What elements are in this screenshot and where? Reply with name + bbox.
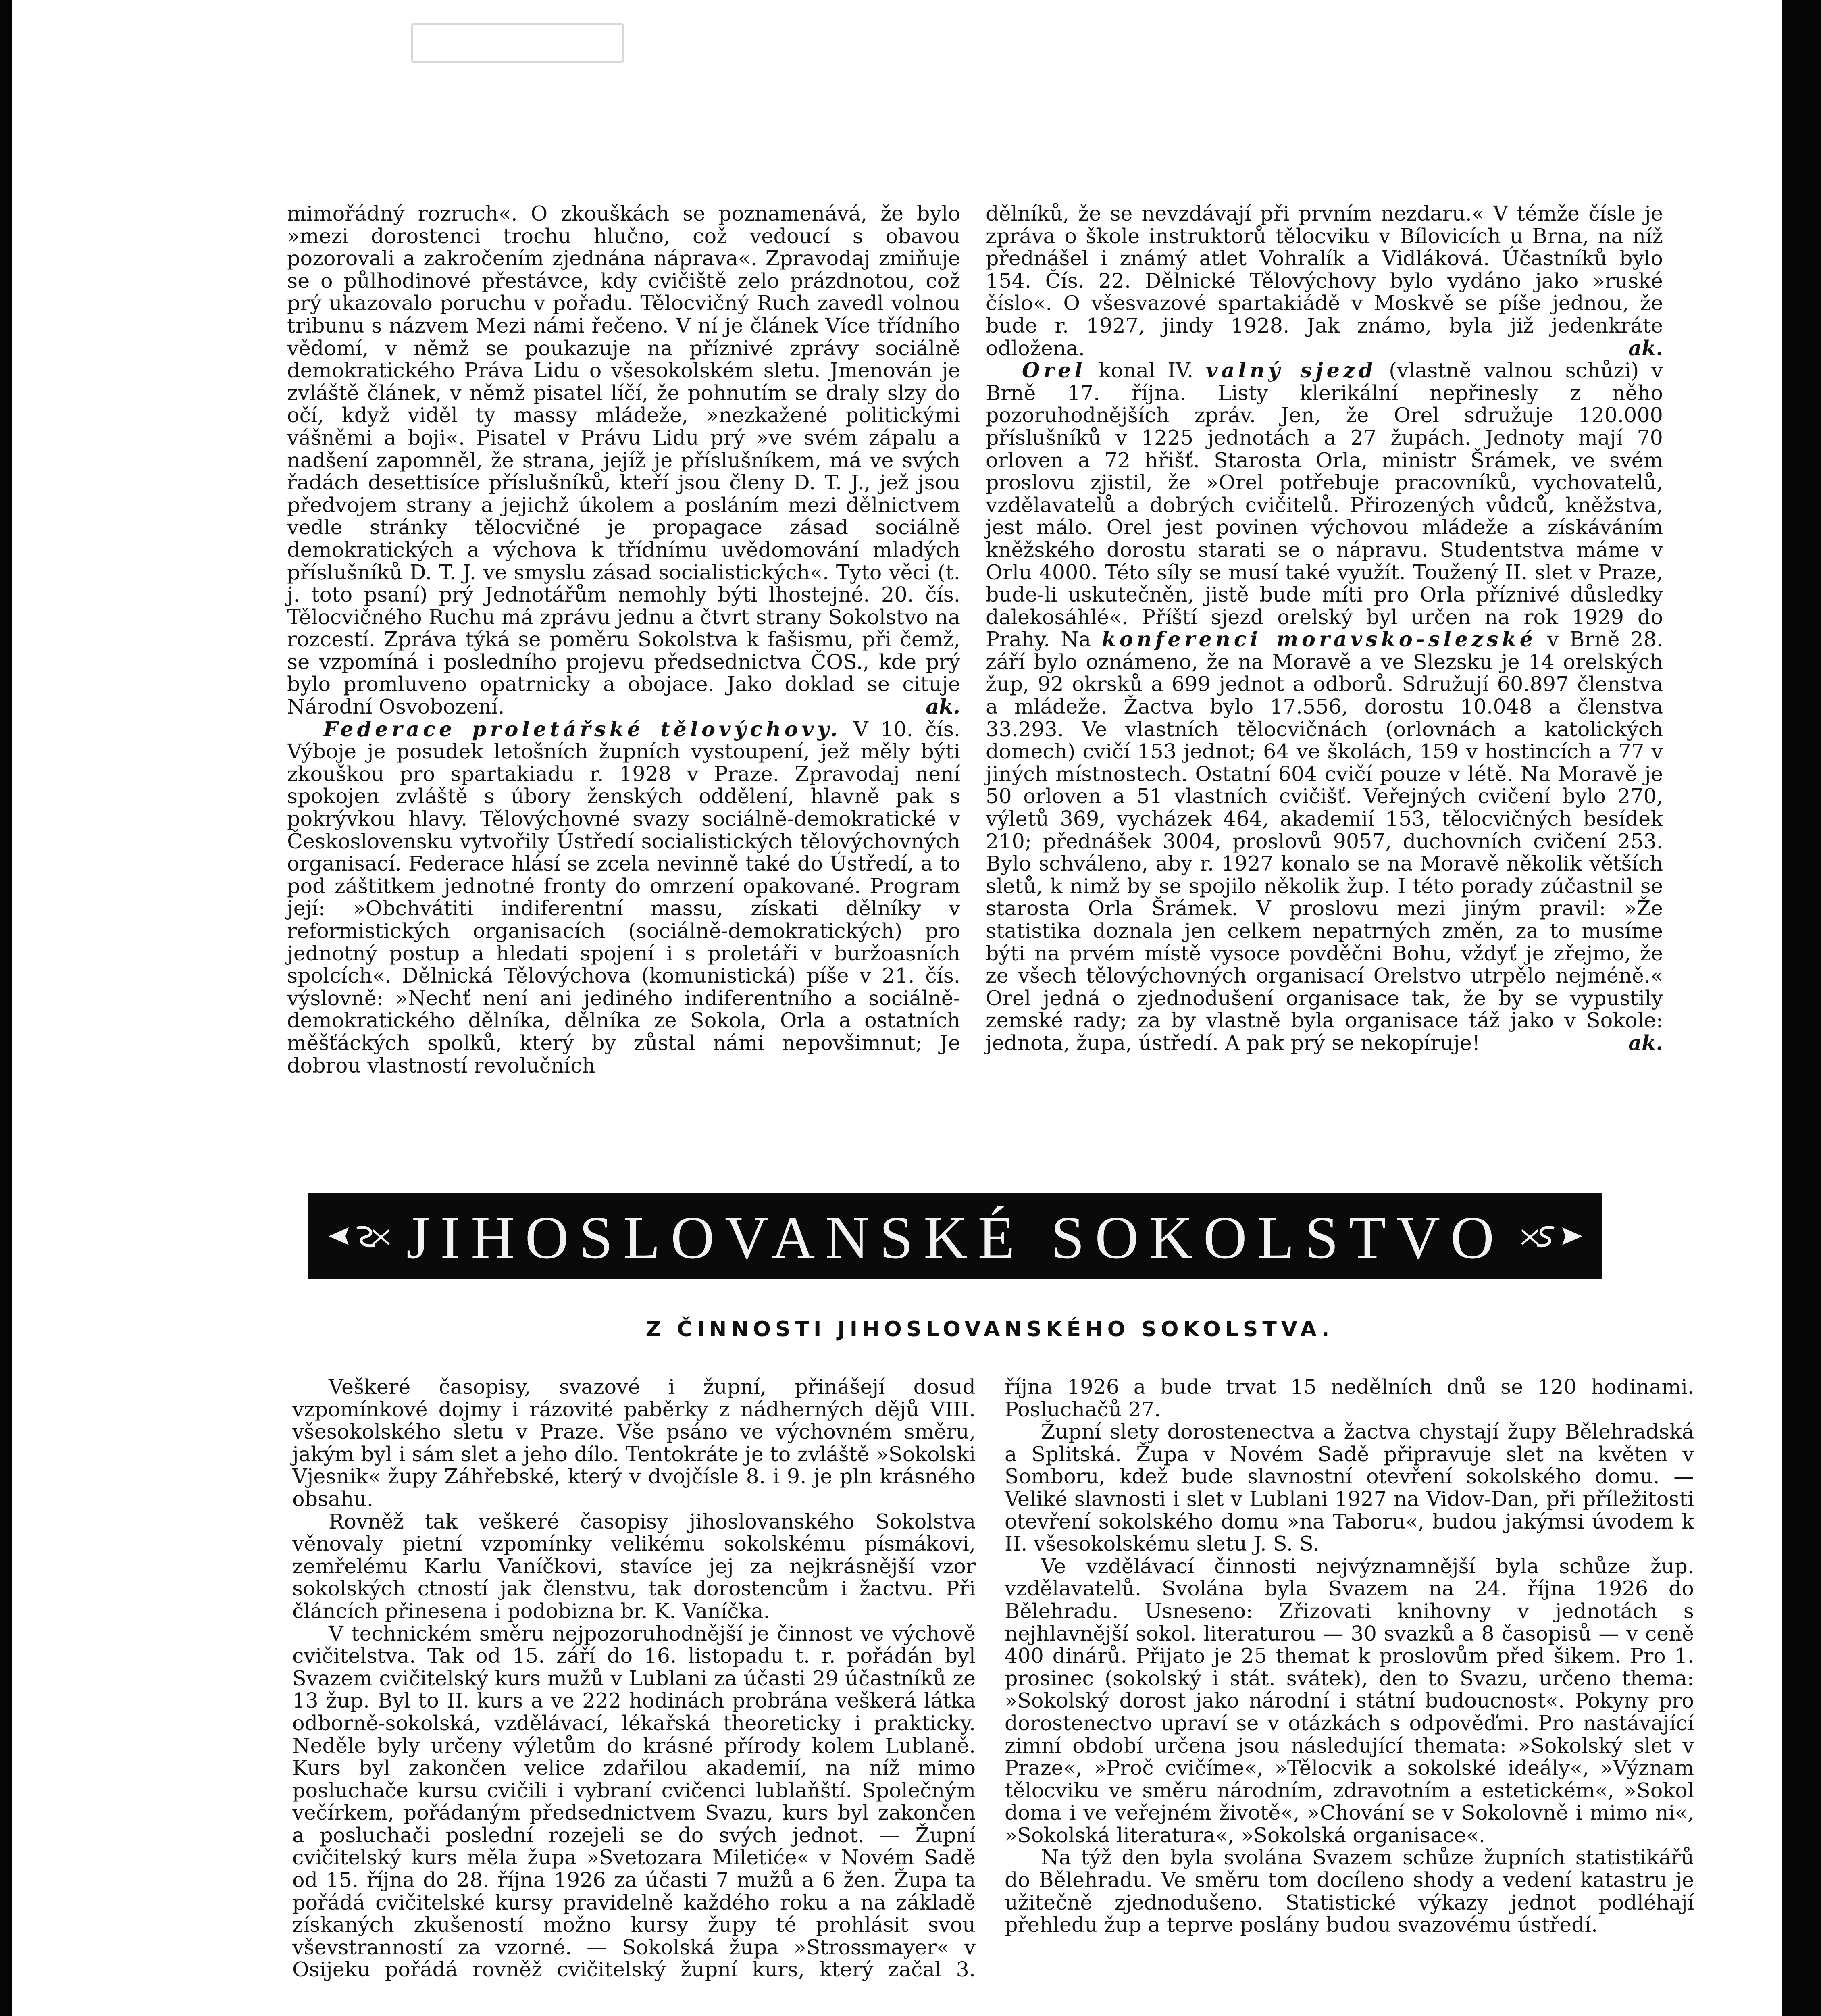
section-lead: konferenci moravsko-slezské [1101, 627, 1537, 652]
column-top-left [287, 202, 960, 1077]
author-signature: ak. [926, 694, 960, 719]
paragraph: mimořádný rozruch«. O zkouškách se poznamenává, že bylo »mezi dorostenci trochu hlučno, což vedoucí s obavou pozorovali a zakročením zjednána náprava«. Zpravodaj zmiňuje se o půlhodinové přestávce, kdy cvičiště zelo prázdnotou, což prý ukazovalo poruchu v pořadu. Tělocvičný Ruch zavedl volnou tribunu s názvem Mezi námi řečeno. V ní je článek Více třídního vědomí, v němž se poukazuje na příznivé zprávy sociálně demokratického Práva Lidu o všesokolském sletu. Jmenován je zvláště článek, v němž pisatel líčí, že pohnutím se draly slzy do očí, když viděl ty massy mládeže, »nezkažené politickými vášněmi a boji«. Pisatel v Právu Lidu prý »ve svém zápalu a nadšení zapomněl, že strana, jejíž je příslušníkem, má ve svých řadách desettisíce příslušníků, kteří jsou členy D. T. J., jež jsou předvojem strany a jejichž úkolem a posláním mezi dělnictvem vedle stránky tělocvičné je propagace zásad sociálně demokratických a výchova k třídnímu uvědomování mladých příslušníků D. T. J. ve smyslu zásad socialistických«. Tyto věci (t. j. toto psaní) prý Jednotářům nemohly býti lhostejné. 20. čís. Tělocvičného Ruchu má zprávu jednu a čtvrt strany Sokolstvo na rozcestí. Zpráva týká se poměru Sokolstva k fašismu, při čemž, se vzpomíná i posledního projevu předsednictva ČOS., kde prý bylo promluveno opatrnicky a obojace. Jako doklad se cituje Národní Osvobození. ak. [287, 202, 960, 719]
magazine-page [12, 0, 1782, 2016]
column-bottom-left [292, 1376, 976, 1981]
ornament-right-icon [1514, 1216, 1586, 1256]
section-lead: Federace proletářské tělovýchovy. [323, 716, 841, 741]
article-heading: Z ČINNOSTI JIHOSLOVANSKÉHO SOKOLSTVA. [645, 1317, 1334, 1341]
author-signature: ak. [1628, 1030, 1663, 1055]
paragraph: Ve vzdělávací činnosti nejvýznamnější byla schůze žup. vzdělavatelů. Svolána byla Svazem na 24. října 1926 do Bělehradu. Usneseno: Zřizovati knihovny v jednotách s nejhlavnější sokol. literaturou — 30 svazků a 8 časopisů — v ceně 400 dinárů. Přijato je 25 themat k proslovům před šikem. Pro 1. prosinec (sokolský i stát. svátek), den to Svazu, určeno thema: »Sokolský dorost jako národní i státní budoucnost«. Pokyny pro dorostenectvo upraví se v otázkách s odpověďmi. Pro nastávající zimní období určena jsou následující themata: »Sokolský slet v Praze«, »Proč cvičíme«, »Tělocvik a sokolské ideály«, »Význam tělocviku ve směru národním, zdravotním a estetickém«, »Sokol doma i ve veřejném životě«, »Chování se v Sokolovně i mimo ni«, »Sokolská literatura«, »Sokolská organisace«. [1005, 1554, 1694, 1847]
paragraph: Veškeré časopisy, svazové i župní, přinášejí dosud vzpomínkové dojmy i rázovité paběrky z nádherných dějů VIII. všesokolského sletu v Praze. Vše psáno ve výchovném směru, jakým byl i sám slet a jeho dílo. Tentokráte je to zvláště »Sokolski Vjesnik« župy Záhřebské, který v dvojčísle 8. i 9. je pln krásného obsahu. [292, 1375, 976, 1511]
column-bottom-right [1005, 1376, 1694, 1936]
paragraph: Na týž den byla svolána Svazem schůze župních statistikářů do Bělehradu. Ve směru tom docíleno shody a vedení katastru je užitečně zjednodušeno. Statistické výkazy jednot podléhají přehledu žup a teprve poslány budou svazovému ústředí. [1005, 1845, 1694, 1937]
banner-title: JIHOSLOVANSKÉ SOKOLSTVO [406, 1204, 1505, 1271]
section-banner [308, 1193, 1602, 1279]
section-lead: valný sjezd [1206, 358, 1377, 383]
author-signature: ak. [1628, 335, 1663, 360]
paragraph: dělníků, že se nevzdávají při prvním nezdaru.« V témže čísle je zpráva o škole instruktorů tělocviku v Bílovicích u Brna, na níž přednášel i známý atlet Vohralík a Vidláková. Účastníků bylo 154. Čís. 22. Dělnické Tělovýchovy bylo vydáno jako »ruské číslo«. O všesvazové spartakiádě v Moskvě se píše jednou, že bude r. 1927, jindy 1928. Jak známo, byla již jedenkráte odložena. ak. [986, 202, 1663, 360]
paragraph: Orel konal IV. valný sjezd (vlastně valnou schůzi) v Brně 17. října. Listy klerikální nepřinesly z něho pozoruhodnějších zpráv. Jen, že Orel sdružuje 120.000 příslušníků v 1225 jednotách a 27 župách. Jednoty mají 70 orloven a 72 hřišť. Starosta Orla, ministr Šrámek, ve svém proslovu zjistil, že »Orel potřebuje pracovníků, vychovatelů, vzdělavatelů a dobrých cvičitelů. Přirozených vůdců, kněžstva, jest málo. Orel jest povinen výchovou mládeže a získáváním kněžského dorostu starati se o nápravu. Studentstva máme v Orlu 4000. Této síly se musí také využít. Toužený II. slet v Praze, bude-li uskutečněn, jistě bude míti pro Orla příznivé důsledky dalekosáhlé«. Příští sjezd orelský byl určen na rok 1929 do Prahy. Na konferenci moravsko-slezské v Brně 28. září bylo oznámeno, že na Moravě a ve Slezsku je 14 orelských žup, 92 okrsků a 699 jednot a odborů. Sdružují 60.897 členstva a mládeže. Žactva bylo 17.556, dorostu 10.048 a členstva 33.293. Ve vlastních tělocvičnách (orlovnách a katolických domech) cvičí 153 jednot; 64 ve školách, 159 v hostincích a 77 v jiných místnostech. Ostatní 604 cvičí pouze v létě. Na Moravě je 50 orloven a 51 vlastních cvičišť. Veřejných cvičení bylo 270, výletů 369, vycházek 464, akademií 153, tělocvičných besídek 210; přednášek 3004, proslovů 9057, duchovních cvičení 253. Bylo schváleno, aby r. 1927 konalo se na Moravě několik větších sletů, k nimž by se spojilo několik žup. I této porady zúčastnil se starosta Orla Šrámek. V proslovu mezi jiným pravil: »Že statistika doznala jen celkem nepatrných změn, za to musíme býti na prvém místě vysoce povděčni Bohu, vždyť je zřejmo, že ze všech tělovýchovných organisací Orelstvo utrpělo nejméně.« Orel jedná o zjednodušení organisace tak, že by se vypustily zemské rady; za by vlastně byla organisace táž jako v Sokole: jednota, župa, ústředí. A pak prý se nekopíruje! ak. [986, 358, 1663, 1055]
paragraph: Župní slety dorostenectva a žactva chystají župy Bělehradská a Splitská. Župa v Novém Sadě připravuje slet na květen v Somboru, kdež bude slavnostní otevření sokolského domu. — Veliké slavnosti i slet v Lublani 1927 na Vidov-Dan, při příležitosti otevření sokolského domu »na Taboru«, budou jakýmsi úvodem k II. všesokolskému sletu J. S. S. [1005, 1420, 1694, 1556]
scan-artifact [411, 23, 624, 63]
scan-border [1782, 0, 1821, 2016]
paragraph: V technickém směru nejpozoruhodnější je činnost ve výchově cvičitelstva. Tak od 15. září do 16. listopadu t. r. pořádán byl Svazem cvičitelský kurs mužů v Lublani za účasti 29 účastníků ze 13 žup. Byl to II. kurs a ve 222 hodinách probrána veškerá látka odborně-sokolská, vzdělávací, lékařská theoreticky i prakticky. Neděle byly určeny výletům do krásné přírody kolem Lublaně. Kurs byl zakončen velice zdařilou akademií, na níž mimo posluchače kursu cvičili i vybraní cvičenci lublaňští. Společným večírkem, pořádaným předsednictvem Svazu, kurs byl zakončen a posluchači poslední rozejeli se do svých jednot. — Župní cvičitelský kurs měla župa »Svetozara Miletiće« v Novém Sadě od 15. října do 28. října 1926 za účasti 7 mužů a 6 žen. Župa ta pořádá cvičitelské kursy pravidelně každého roku a na základě získaných zkušeností možno kursy župy té prohlásit svou vševstranností za vzorné. — Sokolská župa »Strossmayer« v Osijeku pořádá rovněž cvičitelský župní kurs, který začal 3. [292, 1621, 976, 1982]
paragraph: Rovněž tak veškeré časopisy jihoslovanského Sokolstva věnovaly pietní vzpomínky velikému sokolskému písmákovi, zemřelému Karlu Vaníčkovi, stavíce jej za nejkrásnější vzor sokolských ctností jak členstvu, tak dorostencům i žactvu. Při článcích přinesena i podobizna br. K. Vaníčka. [292, 1509, 976, 1623]
section-lead: Orel [1022, 358, 1086, 383]
paragraph: října 1926 a bude trvat 15 nedělních dnů se 120 hodinami. Posluchačů 27. [1005, 1375, 1694, 1421]
paragraph: Federace proletářské tělovýchovy. V 10. čís. Výboje je posudek letošních župních vystoupení, jež měly býti zkouškou pro spartakiadu r. 1928 v Praze. Zpravodaj není spokojen zvláště s úbory ženských oddělení, hlavně pak s pokrývkou hlavy. Tělovýchovné svazy sociálně-demokratické v Československu vytvořily Ústředí socialistických tělovýchovných organisací. Federace hlásí se zcela nevinně také do Ústředí, a to pod záštitkem jednotné fronty do omrzení opakované. Program její: »Obchvátiti indiferentní massu, získati dělníky v reformistických organisacích (sociálně-demokratických) pro jednotný postup a hledati spojení i s proletáři v buržoasních spolcích«. Dělnická Tělovýchova (komunistická) píše v 21. čís. výslovně: »Nechť není ani jediného indiferentního a sociálně-demokratického dělníka, dělníka ze Sokola, Orla a ostatních měšťáckých spolků, který by zůstal námi nepovšimnut; Je dobrou vlastností revolučních [287, 716, 960, 1077]
ornament-left-icon [325, 1216, 397, 1256]
column-top-right [986, 202, 1663, 1054]
